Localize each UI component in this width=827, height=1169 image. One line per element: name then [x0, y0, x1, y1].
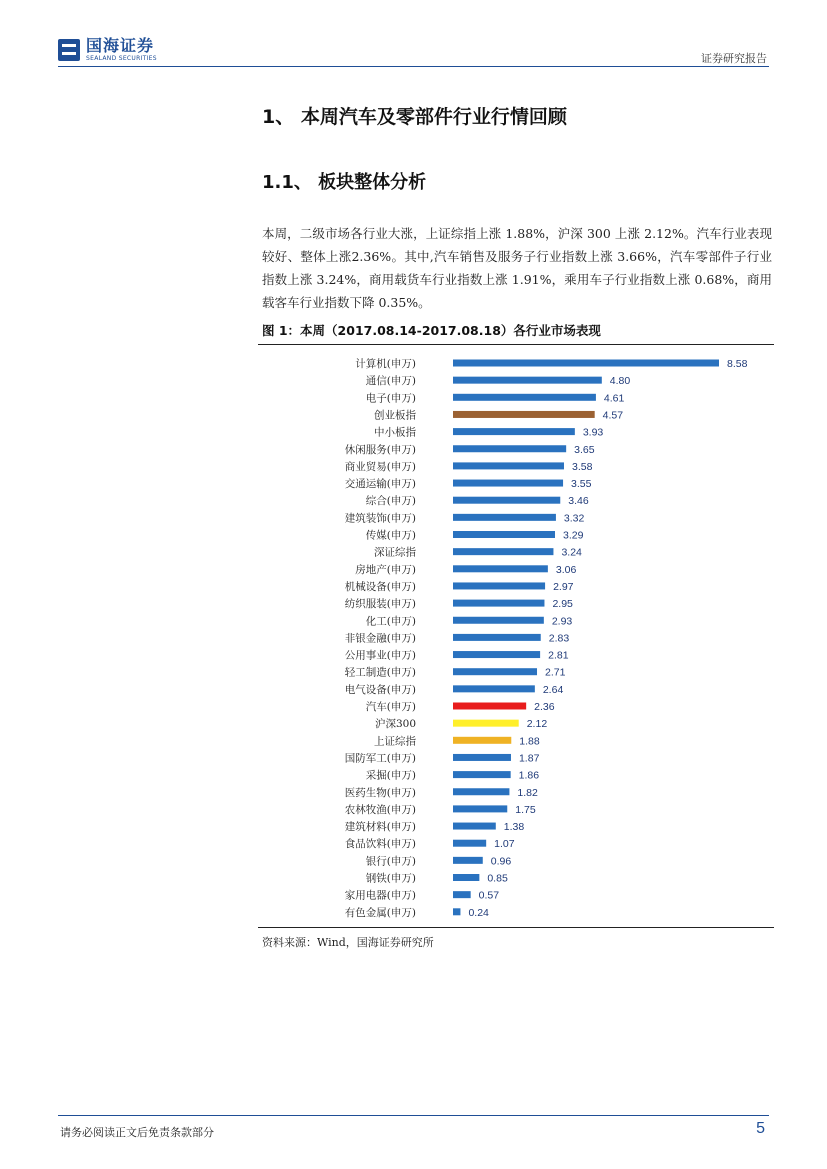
logo-en: SEALAND SECURITIES [86, 55, 157, 62]
value-label: 2.81 [548, 649, 569, 662]
category-label: 建筑材料(申万) [344, 821, 416, 834]
bar [453, 891, 471, 898]
category-label: 电子(申万) [365, 392, 416, 405]
value-label: 2.12 [526, 718, 548, 731]
bar [453, 617, 544, 624]
category-label: 商业贸易(申万) [344, 460, 416, 473]
value-label: 1.75 [515, 803, 536, 816]
body-paragraph: 本周，二级市场各行业大涨，上证综指上涨 1.88%，沪深 300 上涨 2.12%。汽车行业表现较好、整体上涨2.36%。其中,汽车销售及服务子行业指数上涨 3.66%，汽车零部件子行业指数上涨 3.24%，商用载货车行业指数上涨 1.91%，乘用车子行业指数上涨 0.68%，商用载客车行业指数下降 0.35%。 [262, 226, 772, 310]
category-label: 轻工制造(申万) [344, 666, 416, 679]
footer-disclaimer: 请务必阅读正文后免责条款部分 [60, 1126, 214, 1139]
bar [453, 703, 526, 710]
category-label: 农林牧渔(申万) [344, 803, 416, 816]
figure-bottom-rule [258, 927, 774, 928]
category-label: 计算机(申万) [355, 358, 416, 370]
brand-logo [58, 38, 157, 62]
category-label: 中小板指 [374, 426, 416, 439]
value-label: 1.87 [518, 752, 540, 765]
value-label: 1.88 [519, 735, 540, 748]
category-label: 银行(申万) [365, 855, 416, 868]
bar [453, 462, 564, 469]
category-label: 食品饮料(申万) [344, 838, 416, 851]
report-type: 证券研究报告 [701, 52, 767, 65]
category-label: 交通运输(申万) [344, 478, 416, 491]
value-label: 3.55 [571, 478, 592, 491]
category-label: 创业板指 [374, 409, 416, 422]
value-label: 1.86 [518, 769, 540, 782]
bar [453, 565, 548, 572]
category-label: 传媒(申万) [365, 529, 416, 542]
category-label: 纺织服装(申万) [344, 598, 416, 611]
category-label: 采掘(申万) [365, 769, 416, 782]
footer-divider [58, 1115, 769, 1116]
bar [453, 651, 540, 658]
bar [453, 428, 575, 435]
value-label: 3.32 [563, 512, 585, 525]
category-label: 沪深300 [374, 718, 416, 731]
value-label: 0.57 [478, 889, 500, 902]
category-label: 房地产(申万) [355, 563, 416, 576]
value-label: 1.82 [517, 786, 538, 799]
value-label: 1.38 [503, 821, 525, 834]
category-label: 深证综指 [374, 546, 416, 559]
bar [453, 548, 553, 555]
bar [453, 874, 479, 881]
value-label: 2.71 [545, 666, 566, 679]
value-label: 3.29 [562, 529, 584, 542]
bar [453, 840, 486, 847]
bar [453, 771, 511, 778]
value-label: 3.24 [561, 546, 582, 559]
bar [453, 685, 535, 692]
bar [453, 788, 509, 795]
bar [453, 805, 507, 812]
value-label: 0.85 [487, 872, 508, 885]
logo-cn: 国海证券 [86, 36, 155, 55]
page-number: 5 [756, 1120, 765, 1137]
bar [453, 857, 483, 864]
category-label: 建筑装饰(申万) [344, 512, 416, 525]
logo-icon [58, 39, 80, 61]
bar [453, 600, 544, 607]
value-label: 3.93 [582, 426, 604, 439]
category-label: 汽车(申万) [365, 701, 416, 713]
value-label: 0.96 [490, 855, 512, 868]
value-label: 2.95 [552, 598, 573, 611]
bar [453, 823, 496, 830]
category-label: 国防军工(申万) [344, 752, 416, 765]
bar [453, 737, 511, 744]
value-label: 0.24 [468, 906, 489, 919]
category-label: 医药生物(申万) [344, 786, 416, 799]
value-label: 3.06 [555, 563, 577, 576]
category-label: 公用事业(申万) [344, 649, 416, 662]
value-label: 3.46 [568, 495, 589, 508]
value-label: 3.58 [571, 460, 593, 473]
header-divider [58, 66, 769, 67]
category-label: 综合(申万) [365, 495, 416, 508]
category-label: 化工(申万) [365, 615, 416, 628]
value-label: 8.58 [727, 358, 748, 370]
value-label: 4.57 [602, 409, 624, 422]
figure-top-rule [258, 344, 774, 345]
category-label: 家用电器(申万) [344, 889, 416, 902]
value-label: 2.36 [534, 701, 555, 713]
category-label: 通信(申万) [365, 375, 416, 388]
bar [453, 480, 563, 487]
bar [453, 411, 595, 418]
bar [453, 531, 555, 538]
value-label: 2.97 [553, 580, 574, 593]
value-label: 1.07 [494, 838, 515, 851]
bar [453, 394, 596, 401]
value-label: 4.61 [603, 392, 625, 405]
value-label: 2.93 [551, 615, 573, 628]
bar [453, 377, 602, 384]
category-label: 机械设备(申万) [344, 580, 416, 593]
bar [453, 514, 556, 521]
bar [453, 497, 560, 504]
subsection-heading: 1.1、 板块整体分析 [262, 172, 427, 193]
logo-text [86, 38, 157, 62]
category-label: 休闲服务(申万) [344, 443, 416, 456]
bar [453, 754, 511, 761]
bar [453, 720, 519, 727]
figure-title: 图 1：本周（2017.08.14-2017.08.18）各行业市场表现 [262, 323, 601, 338]
category-label: 非银金融(申万) [344, 632, 416, 645]
bar [453, 908, 460, 915]
value-label: 4.80 [609, 375, 631, 388]
value-label: 2.64 [542, 683, 564, 696]
bar [453, 360, 719, 367]
bar [453, 582, 545, 589]
category-label: 上证综指 [374, 735, 416, 748]
value-label: 2.83 [548, 632, 570, 645]
figure-source: 资料来源：Wind，国海证券研究所 [262, 936, 434, 949]
section-heading: 1、 本周汽车及零部件行业行情回顾 [262, 106, 567, 128]
category-label: 钢铁(申万) [365, 872, 416, 885]
value-label: 3.65 [574, 443, 595, 456]
bar [453, 445, 566, 452]
bar [453, 668, 537, 675]
bar [453, 634, 541, 641]
industry-performance-chart [258, 346, 774, 926]
category-label: 电气设备(申万) [344, 683, 416, 696]
category-label: 有色金属(申万) [344, 906, 416, 919]
